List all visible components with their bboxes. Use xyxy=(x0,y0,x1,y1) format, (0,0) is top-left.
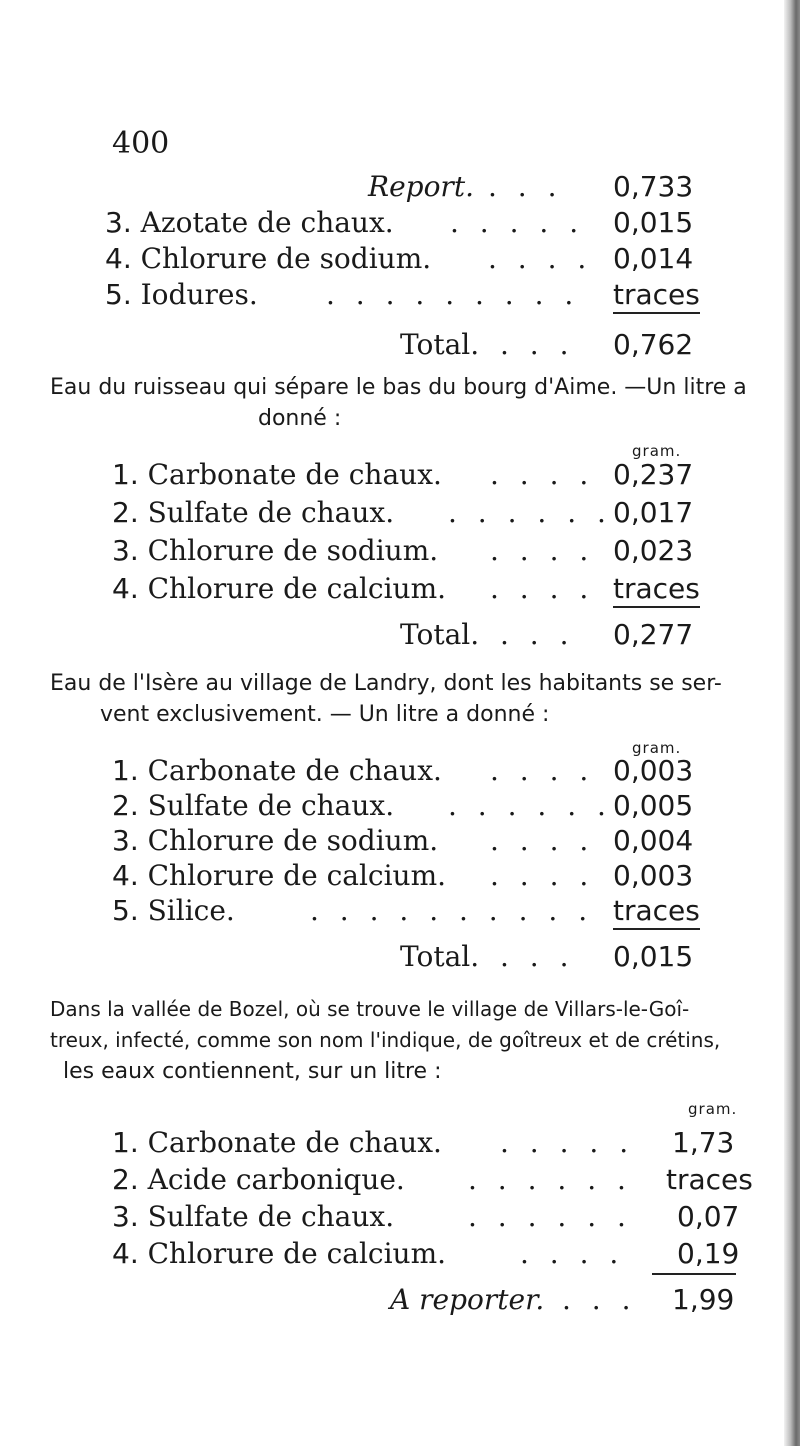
row-number: 2. xyxy=(112,496,139,529)
table2-total-row xyxy=(0,618,720,658)
paragraph-line: vent exclusivement. — Un litre a donné : xyxy=(100,702,550,727)
row-value: 0,017 xyxy=(613,496,694,529)
total-label: Total. xyxy=(400,328,480,361)
table4-row xyxy=(0,1163,753,1203)
leader-dots: . . . . xyxy=(490,534,595,567)
table4-row xyxy=(0,1200,740,1240)
paragraph-line: Eau du ruisseau qui sépare le bas du bourg d'Aime. —Un litre a xyxy=(50,375,747,400)
table3-total-row xyxy=(0,940,720,980)
paragraph-line: treux, infecté, comme son nom l'indique, de goîtreux et de crétins, xyxy=(50,1028,721,1052)
row-value: 0,237 xyxy=(613,458,694,491)
table2-row xyxy=(0,458,720,498)
row-value: 1,73 xyxy=(672,1126,735,1159)
row-label: Sulfate de chaux. xyxy=(147,496,395,529)
leader-dots: . . . . . . . . . xyxy=(326,278,580,311)
row-number: 3. xyxy=(112,1200,139,1233)
leader-dots: . . . . xyxy=(490,754,595,787)
unit-label: gram. xyxy=(688,1100,738,1118)
sum-rule xyxy=(652,1273,736,1275)
row-number: 2. xyxy=(112,1163,139,1196)
row-number: 3. xyxy=(112,824,139,857)
total-value: 0,277 xyxy=(613,618,694,651)
row-value: 0,004 xyxy=(613,824,694,857)
row-label: Chlorure de calcium. xyxy=(147,859,447,892)
paragraph-2 xyxy=(50,668,795,730)
row-label: Carbonate de chaux. xyxy=(147,754,442,787)
row-value: traces xyxy=(613,572,700,608)
row-value: 0,07 xyxy=(677,1200,740,1233)
carry-value: 1,99 xyxy=(672,1283,735,1316)
row-value: 0,015 xyxy=(613,206,694,239)
table3-row xyxy=(0,789,720,829)
table3-row xyxy=(0,824,720,864)
table1-row xyxy=(0,242,720,282)
row-label: Carbonate de chaux. xyxy=(147,458,442,491)
leader-dots: . . . . . . xyxy=(448,496,612,529)
row-value: 0,19 xyxy=(677,1237,740,1270)
row-label: Sulfate de chaux. xyxy=(147,789,395,822)
row-label: Chlorure de calcium. xyxy=(147,572,447,605)
table1-total-row xyxy=(0,328,720,368)
leader-dots: . . . . xyxy=(490,859,595,892)
leader-dots: . . . xyxy=(500,328,575,361)
row-number: 1. xyxy=(112,1126,139,1159)
leader-dots: . . . . xyxy=(490,458,595,491)
leader-dots: . . . . . . xyxy=(448,789,612,822)
carry-label: A reporter. xyxy=(390,1283,545,1316)
paragraph-line: donné : xyxy=(258,406,342,431)
row-value: traces xyxy=(613,278,700,314)
row-number: 1. xyxy=(112,458,139,491)
row-label: Silice. xyxy=(147,894,235,927)
page-number: 400 xyxy=(112,126,170,161)
row-label: Carbonate de chaux. xyxy=(147,1126,442,1159)
table2-row xyxy=(0,496,720,536)
leader-dots: . . . . xyxy=(520,1237,625,1270)
row-label: Chlorure de sodium. xyxy=(147,824,439,857)
leader-dots: . . . . xyxy=(490,572,595,605)
unit-label: gram. xyxy=(632,442,682,460)
row-label: Acide carbonique. xyxy=(147,1163,405,1196)
row-value: 0,023 xyxy=(613,534,694,567)
row-number: 2. xyxy=(112,789,139,822)
leader-dots: . . . xyxy=(562,1283,637,1316)
table2-row xyxy=(0,534,720,574)
row-value: 0,003 xyxy=(613,754,694,787)
row-number: 4. xyxy=(112,572,139,605)
total-value: 0,015 xyxy=(613,940,694,973)
row-value: 0,005 xyxy=(613,789,694,822)
unit-label: gram. xyxy=(632,739,682,757)
table3-row xyxy=(0,859,720,899)
table4-carry-row xyxy=(0,1283,735,1323)
leader-dots: . . . . . . xyxy=(468,1200,632,1233)
leader-dots: . . . xyxy=(500,618,575,651)
row-number: 3. xyxy=(112,534,139,567)
row-value: 0,003 xyxy=(613,859,694,892)
paragraph-line: les eaux contiennent, sur un litre : xyxy=(63,1059,442,1084)
total-label: Total. xyxy=(400,940,480,973)
row-label: Chlorure de sodium. xyxy=(140,242,432,275)
leader-dots: . . . . . xyxy=(500,1126,635,1159)
report-label: Report. xyxy=(368,170,474,203)
row-value: traces xyxy=(666,1163,753,1196)
row-value: traces xyxy=(613,894,700,930)
paragraph-line: Eau de l'Isère au village de Landry, dont les habitants se ser- xyxy=(50,671,722,696)
leader-dots: . . . . . xyxy=(450,206,585,239)
table1-row xyxy=(0,278,720,318)
table4-row xyxy=(0,1237,740,1277)
row-number: 4. xyxy=(112,1237,139,1270)
table3-row xyxy=(0,894,720,934)
total-label: Total. xyxy=(400,618,480,651)
paragraph-line: Dans la vallée de Bozel, où se trouve le village de Villars-le-Goî- xyxy=(50,997,690,1021)
leader-dots: . . . . xyxy=(490,824,595,857)
row-value: 0,014 xyxy=(613,242,694,275)
row-number: 5. xyxy=(112,894,139,927)
row-label: Chlorure de sodium. xyxy=(147,534,439,567)
table2-row xyxy=(0,572,720,612)
row-label: Azotate de chaux. xyxy=(140,206,394,239)
row-number: 3. xyxy=(105,206,132,239)
leader-dots: . . . . xyxy=(488,242,593,275)
row-label: Chlorure de calcium. xyxy=(147,1237,447,1270)
row-number: 4. xyxy=(105,242,132,275)
total-value: 0,762 xyxy=(613,328,694,361)
row-number: 4. xyxy=(112,859,139,892)
row-number: 1. xyxy=(112,754,139,787)
leader-dots: . . . . . . xyxy=(468,1163,632,1196)
table3-row xyxy=(0,754,720,794)
row-label: Sulfate de chaux. xyxy=(147,1200,395,1233)
report-value: 0,733 xyxy=(613,170,694,203)
paragraph-3 xyxy=(50,994,795,1087)
leader-dots: . . . xyxy=(488,170,563,203)
row-number: 5. xyxy=(105,278,132,311)
table4-row xyxy=(0,1126,735,1166)
table1-report-row xyxy=(0,170,720,210)
row-label: Iodures. xyxy=(140,278,258,311)
leader-dots: . . . . . . . . . . xyxy=(310,894,594,927)
paragraph-1 xyxy=(50,372,795,434)
leader-dots: . . . xyxy=(500,940,575,973)
table1-row xyxy=(0,206,720,246)
